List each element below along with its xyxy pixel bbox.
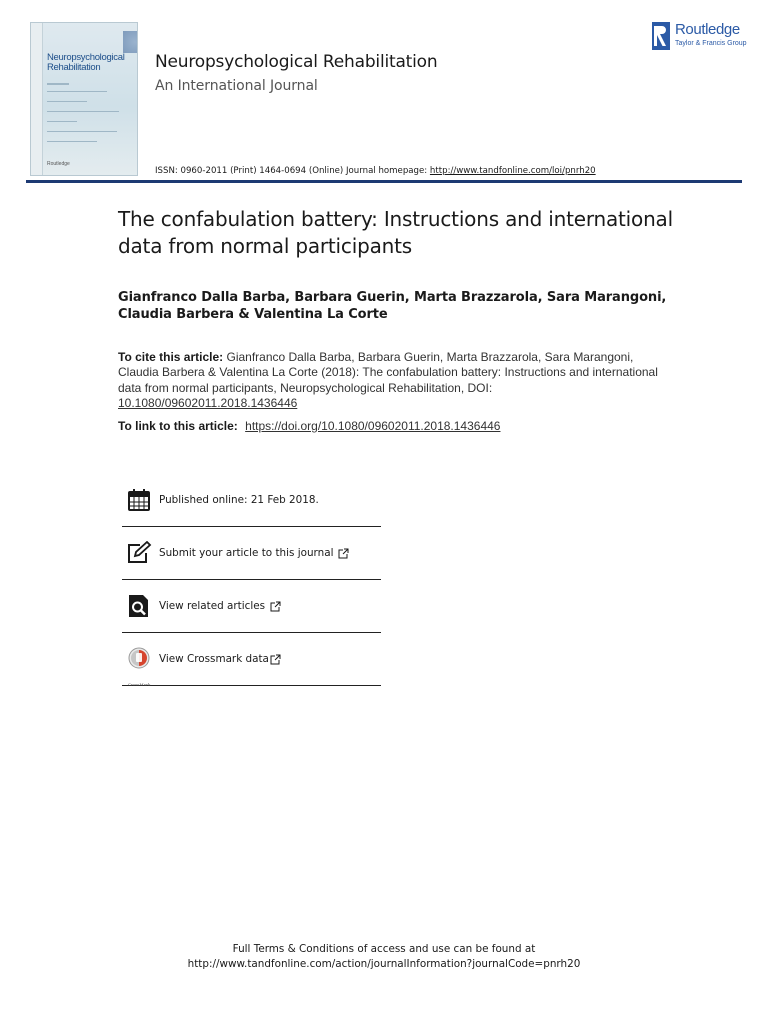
article-link-line [118,419,500,433]
article-authors: Gianfranco Dalla Barba, Barbara Guerin, Marta Brazzarola, Sara Marangoni, Claudia Barbera & Valentina La Corte [118,290,667,322]
crossmark-label: View Crossmark data [159,653,269,665]
external-link-icon [270,654,281,665]
footer-terms-text: Full Terms & Conditions of access and use can be found at [232,943,536,955]
citation-block [118,350,658,411]
publisher-logo[interactable] [652,20,752,52]
submit-article-row[interactable] [122,527,381,580]
external-link-icon [338,548,349,559]
issn-text: ISSN: 0960-2011 (Print) 1464-0694 (Online) Journal homepage: [155,166,428,176]
edit-icon [126,540,152,566]
cover-title: Neuropsychological Rehabilitation [47,52,125,73]
crossmark-caption: CrossMark [128,682,151,687]
cite-doi-link[interactable]: 10.1080/09602011.2018.1436446 [118,395,298,410]
journal-subtitle: An International Journal [155,78,318,94]
issn-line [155,166,596,176]
related-search-icon [126,593,152,619]
publisher-name: Routledge [675,21,740,38]
crossmark-row[interactable] [122,633,381,686]
published-date-label: Published online: 21 Feb 2018. [159,494,319,506]
cover-publisher: Routledge [47,161,70,167]
footer [0,942,768,972]
footer-terms-link[interactable]: http://www.tandfonline.com/action/journalInformation?journalCode=pnrh20 [187,958,581,970]
published-date-row [122,474,381,527]
article-doi-link[interactable]: https://doi.org/10.1080/09602011.2018.1436446 [245,419,501,433]
header-divider [26,180,742,183]
crossmark-icon [126,646,152,687]
journal-homepage-link[interactable]: http://www.tandfonline.com/loi/pnrh20 [429,166,596,176]
related-articles-row[interactable] [122,580,381,633]
article-actions-list [122,474,381,686]
cite-label: To cite this article: [118,350,224,364]
calendar-icon [126,487,152,513]
external-link-icon [270,601,281,612]
publisher-tagline: Taylor & Francis Group [675,40,747,47]
submit-article-label: Submit your article to this journal [159,547,334,559]
related-articles-label: View related articles [159,600,266,612]
cover-artwork [123,31,138,53]
cite-text: Gianfranco Dalla Barba, Barbara Guerin, Marta Brazzarola, Sara Marangoni, Claudia Barbera & Valentina La Corte (2018): The confabulation battery: Instructions and international data from normal participants, Neuropsychological Rehabilitation, DOI: [118,350,658,395]
journal-cover-image [30,22,138,176]
link-label: To link to this article: [118,419,238,433]
journal-title[interactable]: Neuropsychological Rehabilitation [155,52,438,72]
cover-spine [31,23,43,175]
article-title: The confabulation battery: Instructions and international data from normal participants [118,207,673,258]
routledge-logo-icon [652,22,670,50]
